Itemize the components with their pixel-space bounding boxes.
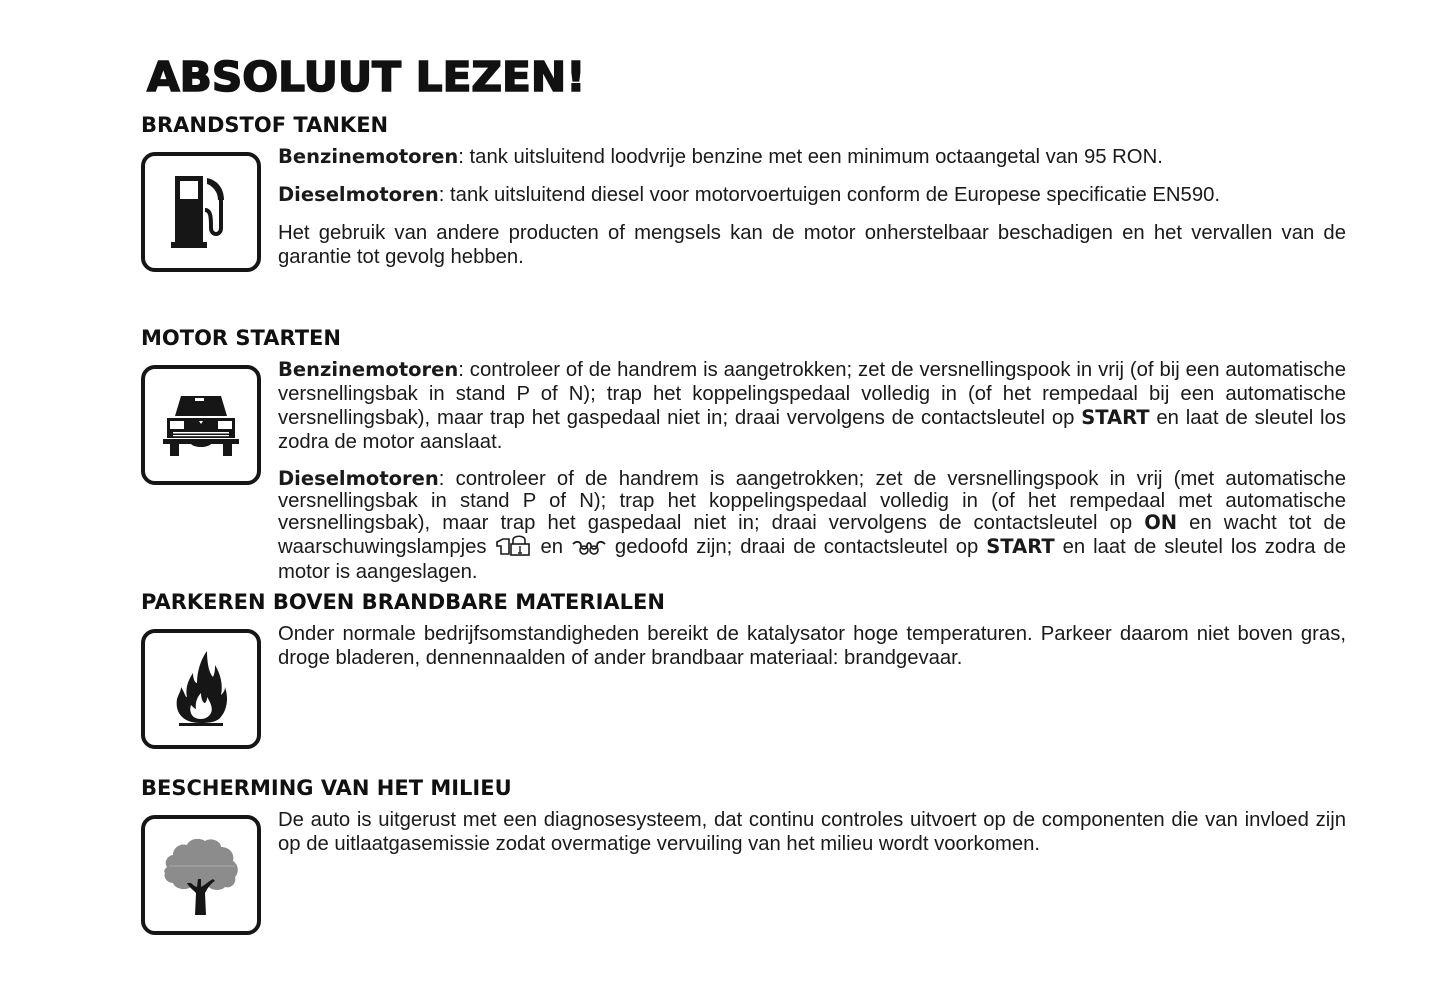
car-front-icon: [141, 365, 261, 485]
section-fuel: [141, 112, 1347, 268]
section-engine-start: [141, 325, 1347, 583]
paragraph-petrol: Benzinemotoren: tank uitsluitend loodvrije benzine met een minimum octaangetal van 95 RON.: [278, 145, 1163, 168]
section-text: [278, 808, 1346, 870]
section-heading: BRANDSTOF TANKEN: [141, 113, 389, 137]
paragraph-diagnostics: De auto is uitgerust met een diagnosesysteem, dat continu controles uitvoert op de componenten die van invloed zijn op de uitlaatgasemissie zodat overmatige vervuiling van het milieu wordt voorkomen.: [278, 809, 1346, 855]
section-text: [278, 358, 1346, 597]
section-heading: PARKEREN BOVEN BRANDBARE MATERIALEN: [141, 590, 665, 614]
tree-icon: [141, 815, 261, 935]
section-heading: BESCHERMING VAN HET MILIEU: [141, 776, 512, 800]
section-heading: MOTOR STARTEN: [141, 326, 341, 350]
page-title: ABSOLUUT LEZEN!: [147, 53, 586, 102]
paragraph-diesel: Dieselmotoren: controleer of de handrem is aangetrokken; zet de versnellingspook in vrij (met automatische versnellingsbak in stand P of N); trap het koppelingspedaal volledig in (of het rempedaal met automatische versnellingsbak), maar trap het gaspedaal niet in; draai vervolgens de contactsleutel op ON en wacht tot de waarschuwingslampjes en gedoofd zijn; draai de contactsleutel op START en laat de sleutel los zodra de motor is aangeslagen.: [278, 467, 1346, 583]
glow-plug-icon: [571, 539, 607, 561]
emphasis-start: START: [1081, 406, 1150, 429]
emphasis-on: ON: [1144, 511, 1178, 534]
paragraph-petrol: Benzinemotoren: controleer of de handrem is aangetrokken; zet de versnellingspook in vrij (of bij een automatische versnellingsbak in stand P of N); trap het koppelingspedaal volledig in (of het rempedaal bij een automatische versnellingsbak), maar trap het gaspedaal niet in; draai vervolgens de contactsleutel op START en laat de sleutel los zodra de motor aanslaat.: [278, 358, 1346, 453]
label-diesel: Dieselmotoren: [278, 467, 439, 490]
paragraph-catalyst: Onder normale bedrijfsomstandigheden bereikt de katalysator hoge temperaturen. Parkeer daarom niet boven gras, droge bladeren, dennennaalden of ander brandbaar materiaal: brandgevaar.: [278, 623, 1346, 669]
label-petrol: Benzinemotoren: [278, 145, 459, 168]
flame-icon: [141, 629, 261, 749]
emphasis-start: START: [986, 535, 1055, 558]
fuel-pump-icon: [141, 152, 261, 272]
immobilizer-warning-icon: [495, 534, 533, 561]
section-text: [278, 145, 1346, 283]
section-environment: [141, 775, 1347, 855]
section-text: [278, 622, 1346, 684]
paragraph-warning: Het gebruik van andere producten of mengsels kan de motor onherstelbaar beschadigen en het vervallen van de garantie tot gevolg hebben.: [278, 222, 1346, 268]
section-parking: [141, 589, 1347, 669]
paragraph-diesel: Dieselmotoren: tank uitsluitend diesel voor motorvoertuigen conform de Europese specificatie EN590.: [278, 183, 1221, 206]
label-diesel: Dieselmotoren: [278, 183, 439, 206]
label-petrol: Benzinemotoren: [278, 358, 459, 381]
